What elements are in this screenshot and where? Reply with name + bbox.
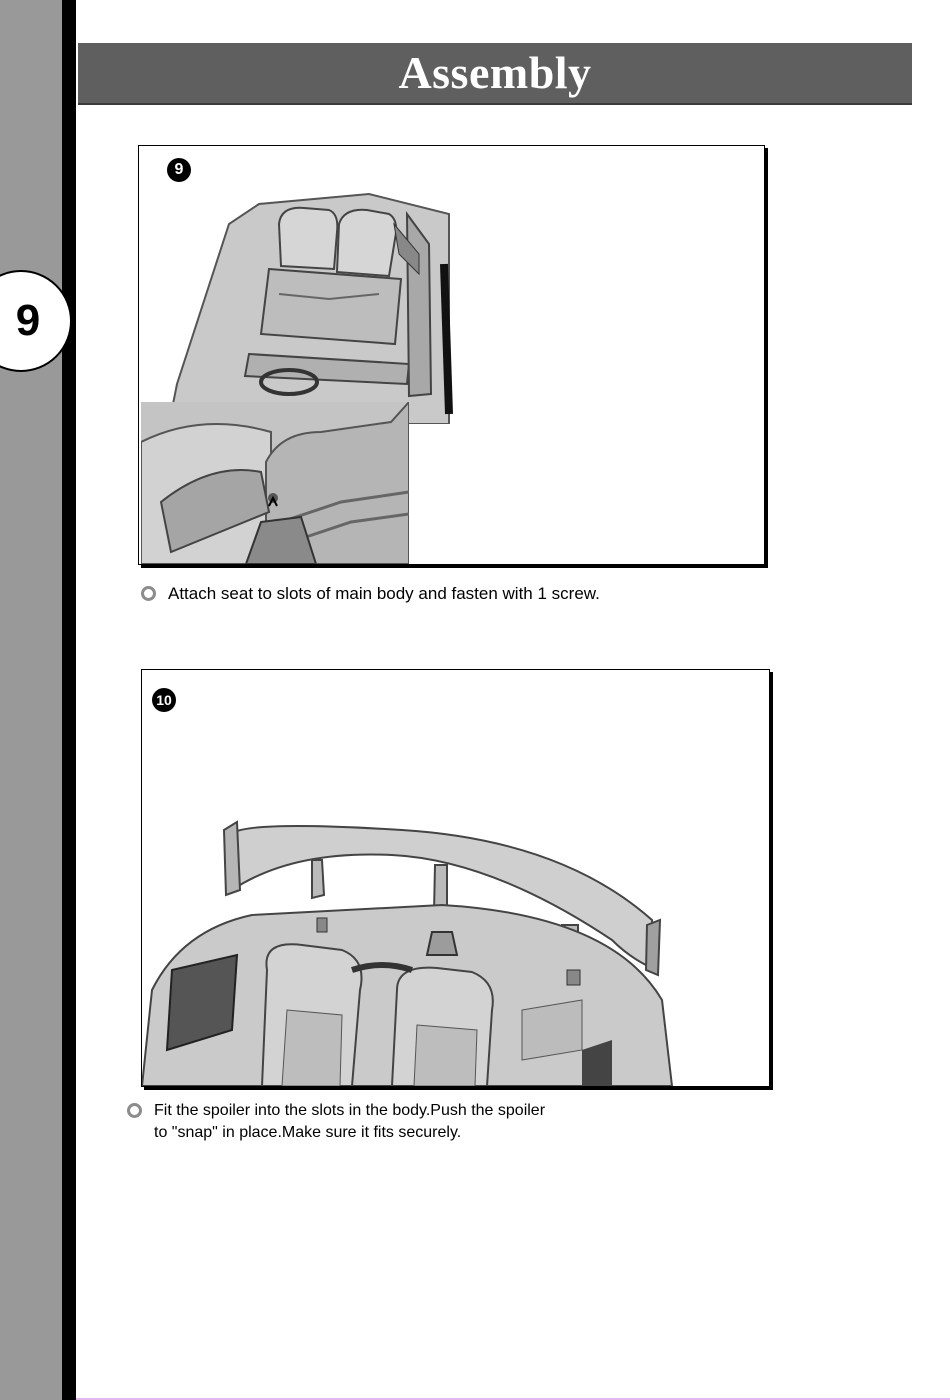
step-9-number: 9 <box>174 161 184 178</box>
step-10-instruction-line2: to "snap" in place.Make sure it fits securely. <box>154 1124 462 1141</box>
step-9-bullet <box>141 586 156 601</box>
section-header <box>78 43 912 105</box>
spoiler-car-illustration <box>142 670 769 1086</box>
seat-screw-closeup-illustration <box>141 402 409 564</box>
seat-car-illustration <box>169 184 489 424</box>
step-10-bullet <box>127 1103 142 1118</box>
step-10-number: 10 <box>156 692 172 708</box>
step-9-panel <box>138 145 765 565</box>
sidebar-gray-strip <box>0 0 62 1400</box>
step-9-instruction: Attach seat to slots of main body and fasten with 1 screw. <box>168 584 600 603</box>
step-9-badge <box>167 158 191 182</box>
page-title: Assembly <box>398 46 592 98</box>
page-number: 9 <box>15 296 41 345</box>
step-10-instruction-line1: Fit the spoiler into the slots in the body.Push the spoiler <box>154 1102 546 1119</box>
sidebar-black-strip <box>62 0 76 1400</box>
step-10-panel <box>141 669 770 1087</box>
